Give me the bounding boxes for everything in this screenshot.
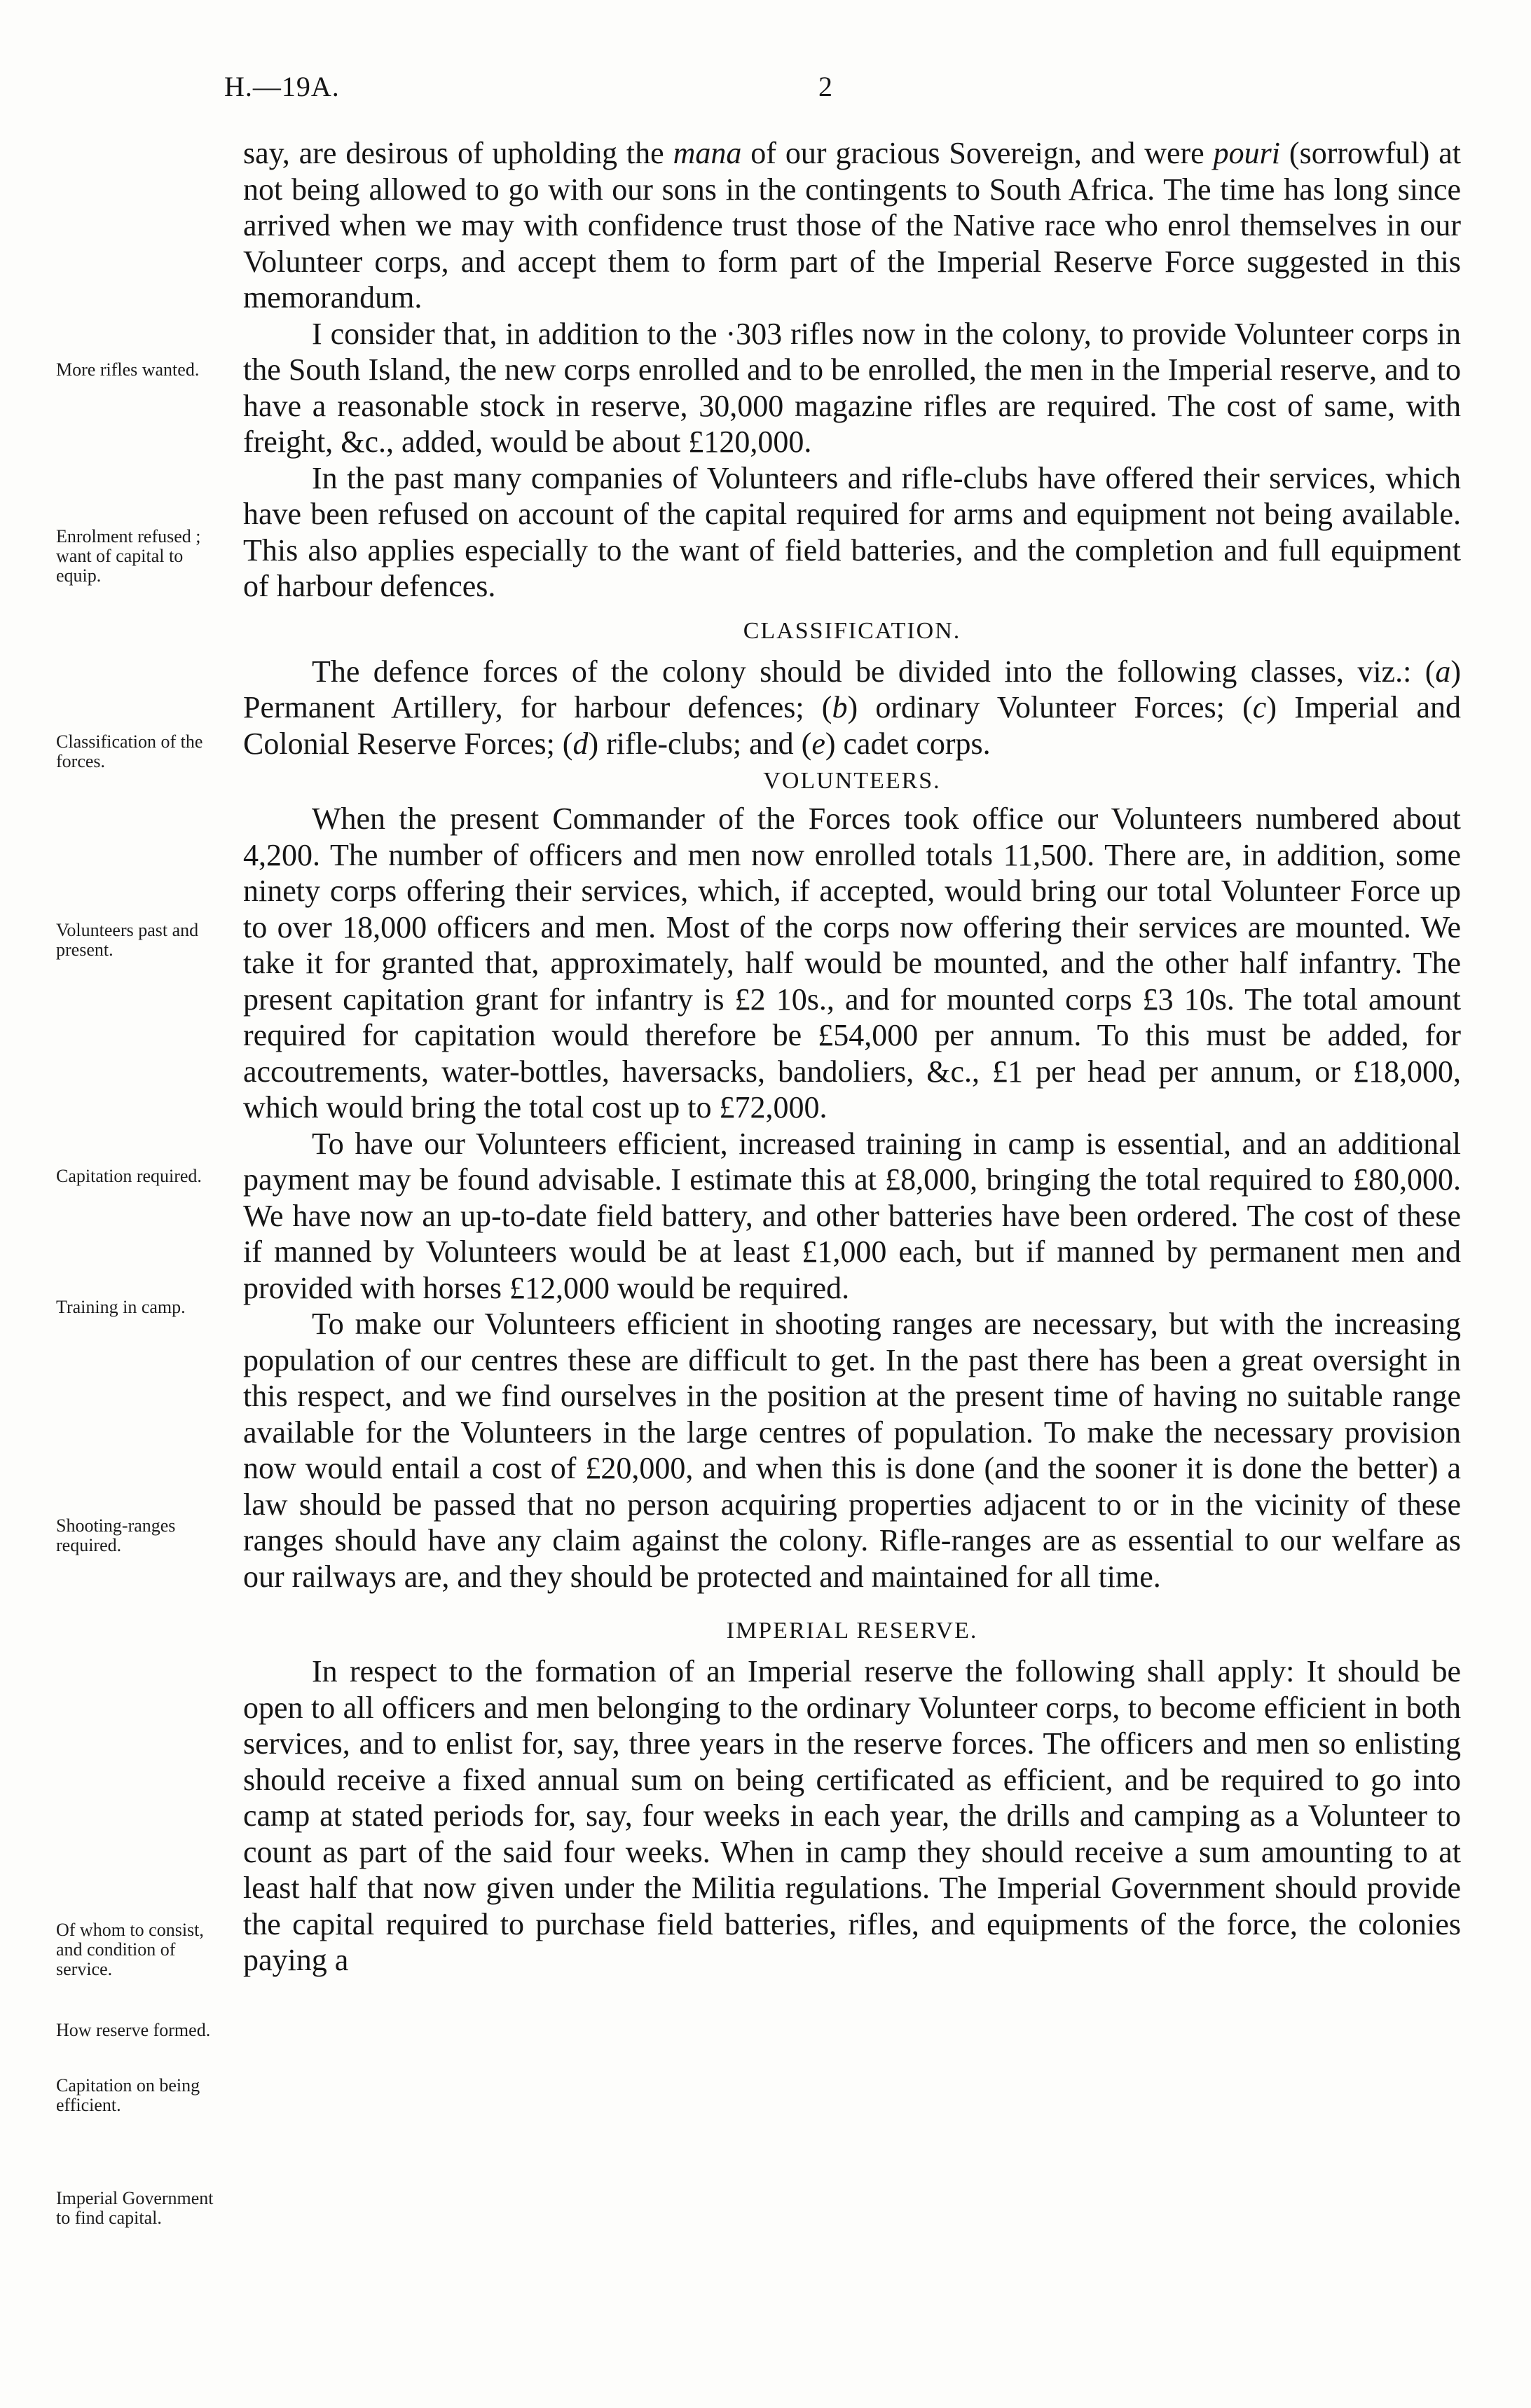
margin-note-reserve-formed: How reserve formed.	[56, 2020, 211, 2040]
margin-note-shooting-ranges: Shooting-ranges required.	[56, 1515, 176, 1555]
margin-note-imperial-government: Imperial Government to find capital.	[56, 2188, 214, 2228]
margin-note-volunteers: Volunteers past and present.	[56, 920, 199, 960]
page-header	[224, 70, 1531, 112]
heading-classification: CLASSIFICATION.	[743, 617, 961, 644]
paragraph-rifles: I consider that, in addition to the ·303 rifles now in the colony, to provide Volunteer corps in the South Island, the new corps enrolled and to be enrolled, the men in the Imperial reserve, and to have a reasonable stock in reserve, 30,000 magazine rifles are required. The cost of same, with freight, &c., added, would be about £120,000.	[243, 316, 1461, 459]
margin-note-capitation: Capitation required.	[56, 1166, 202, 1186]
margin-note-enrolment-refused: Enrolment refused ; want of capital to equip.	[56, 526, 201, 586]
margin-note-classification: Classification of the forces.	[56, 731, 203, 771]
page-number: 2	[818, 71, 832, 102]
margin-note-reserve-consist: Of whom to consist, and condition of service.	[56, 1920, 204, 1979]
margin-note-more-rifles: More rifles wanted.	[56, 359, 200, 380]
margin-note-capitation-efficient: Capitation on being efficient.	[56, 2075, 200, 2115]
paragraph-native-race: say, are desirous of upholding the mana of our gracious Sovereign, and were pouri (sorrowful) at not being allowed to go with our sons in the contingents to South Africa. The time has long since arrived when we may with confidence trust those of the Native race who enrol themselves in our Volunteer corps, and accept them to form part of the Imperial Reserve Force suggested in this memorandum.	[243, 136, 1461, 315]
paragraph-imperial-reserve: In respect to the formation of an Imperial reserve the following shall apply: It should be open to all officers and men belonging to the ordinary Volunteer corps, to become efficient in both services, and to enlist for, say, three years in the reserve forces. The officers and men so enlisting should receive a fixed annual sum on being certificated as efficient, and be required to go into camp at stated periods for, say, four weeks in each year, the drills and camping as a Volunteer to count as part of the said four weeks. When in camp they should receive a sum amounting to at least half that now given under the Militia regulations. The Imperial Government should provide the capital required to purchase field batteries, rifles, and equipments of the force, the colonies paying a	[243, 1654, 1461, 1977]
paragraph-volunteers: When the present Commander of the Forces took office our Volunteers numbered about 4,200. The number of officers and men now enrolled totals 11,500. There are, in addition, some ninety corps offering their services, which, if accepted, would bring our total Volunteer Force up to over 18,000 officers and men. Most of the corps now offering their services are mounted. We take it for granted that, approximately, half would be mounted, and the other half infantry. The present capitation grant for infantry is £2 10s., and for mounted corps £3 10s. The total amount required for capitation would therefore be £54,000 per annum. To this must be added, for accoutrements, water-bottles, haversacks, bandoliers, &c., £1 per head per annum, or £18,000, which would bring the total cost up to £72,000.	[243, 801, 1461, 1124]
margin-note-training: Training in camp.	[56, 1297, 186, 1317]
main-text	[243, 135, 1461, 1979]
paragraph-training: To have our Volunteers efficient, increased training in camp is essential, and an additional payment may be found advisable. I estimate this at £8,000, bringing the total required to £80,000. We have now an up-to-date field battery, and other batteries have been ordered. The cost of these if manned by Volunteers would be at least £1,000 each, but if manned by permanent men and provided with horses £12,000 would be required.	[243, 1126, 1461, 1305]
paragraph-classification: The defence forces of the colony should be divided into the following classes, viz.: (a) Permanent Artillery, for harbour defences; (b) ordinary Volunteer Forces; (c) Imperial and Colonial Reserve Forces; (d) rifle-clubs; and (e) cadet corps.	[243, 654, 1461, 761]
document-reference: H.—19A.	[224, 71, 340, 102]
paragraph-enrolment: In the past many companies of Volunteers and rifle-clubs have offered their services, which have been refused on account of the capital required for arms and equipment not being available. This also applies especially to the want of field batteries, and the completion and full equipment of harbour defences.	[243, 460, 1461, 603]
heading-volunteers: VOLUNTEERS.	[763, 768, 941, 794]
heading-imperial-reserve: IMPERIAL RESERVE.	[726, 1618, 978, 1644]
paragraph-shooting-ranges: To make our Volunteers efficient in shooting ranges are necessary, but with the increasing population of our centres these are difficult to get. In the past there has been a great oversight in this respect, and we find ourselves in the position at the present time of having no suitable range available for the Volunteers in the large centres of population. To make the necessary provision now would entail a cost of £20,000, and when this is done (and the sooner it is done the better) a law should be passed that no person acquiring properties adjacent to or in the vicinity of these ranges should have any claim against the colony. Rifle-ranges are as essential to our welfare as our railways are, and they should be protected and maintained for all time.	[243, 1307, 1461, 1594]
